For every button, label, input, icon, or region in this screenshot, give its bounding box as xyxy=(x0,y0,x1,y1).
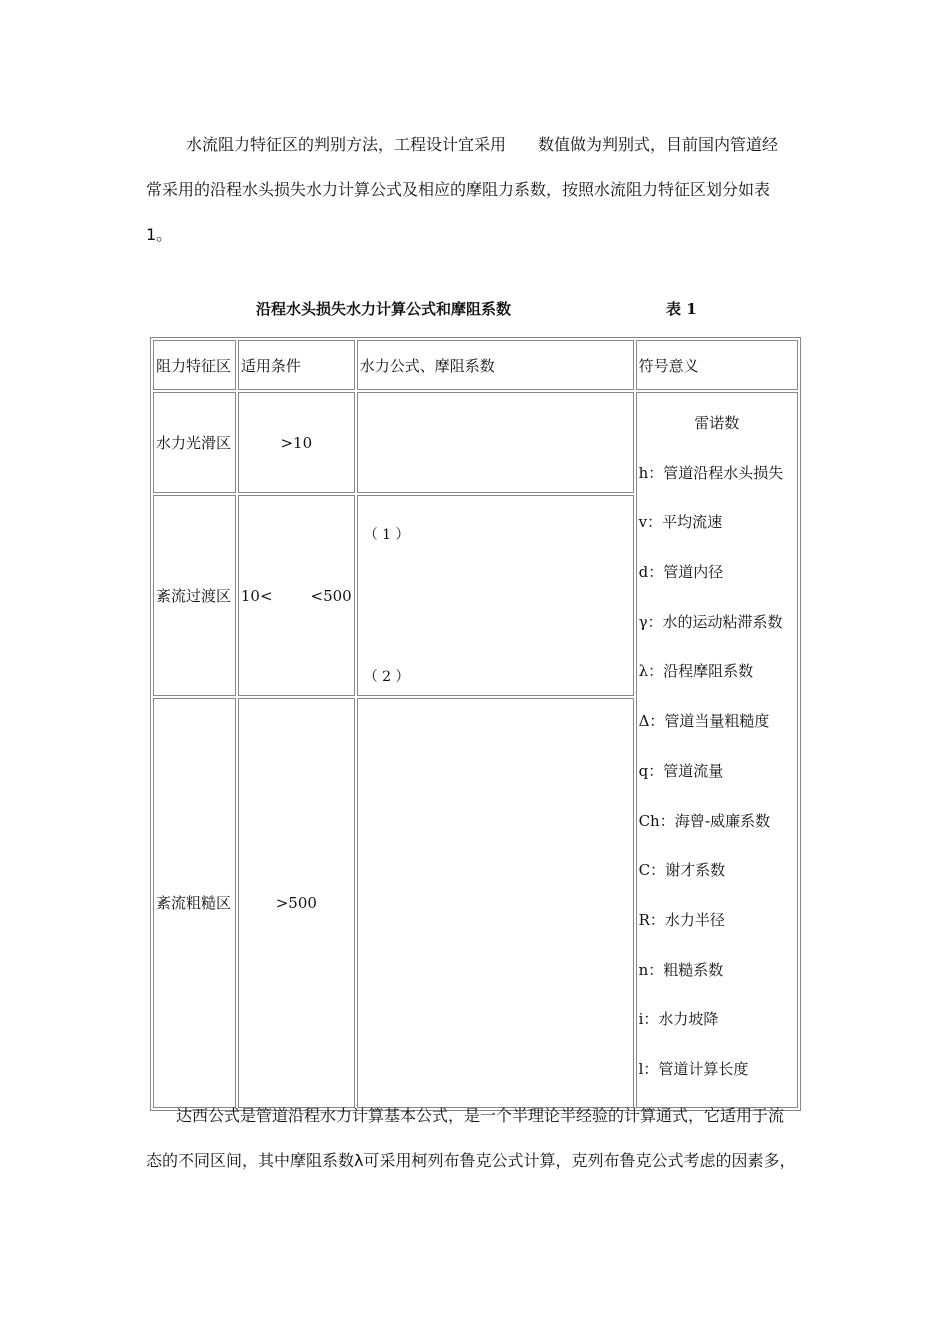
outro-line-1: 达西公式是管道沿程水力计算基本公式，是一个半理论半经验的计算通式，它适用于流 xyxy=(176,1106,785,1125)
symbol-description: 雷诺数 xyxy=(694,414,740,432)
symbol-description: ：粗糙系数 xyxy=(648,960,724,979)
intro-paragraph xyxy=(146,122,810,257)
symbol-variable: q xyxy=(638,761,649,780)
symbol-description: ：管道流量 xyxy=(648,761,724,780)
condition-upper: <500 xyxy=(310,586,352,605)
symbol-variable: λ xyxy=(638,662,649,681)
symbol-item xyxy=(639,809,795,859)
table-header-row xyxy=(153,340,798,390)
symbol-description: ：水力坡降 xyxy=(643,1010,719,1029)
symbol-variable: d xyxy=(638,563,649,582)
symbol-item xyxy=(639,958,795,1008)
symbol-item xyxy=(639,411,795,461)
symbol-description: ：管道当量粗糙度 xyxy=(649,712,770,731)
header-formula: 水力公式、摩阻系数 xyxy=(357,340,634,390)
symbol-variable: Δ xyxy=(638,712,650,731)
header-symbols: 符号意义 xyxy=(636,340,798,390)
symbol-item xyxy=(639,709,795,759)
symbol-item xyxy=(639,908,795,958)
symbol-item xyxy=(639,1007,795,1057)
intro-line-3: 1。 xyxy=(146,225,173,244)
symbol-description: ：水力半径 xyxy=(649,910,725,929)
symbol-item xyxy=(639,461,795,511)
symbol-variable: γ xyxy=(638,612,648,631)
symbol-item xyxy=(639,659,795,709)
symbol-item xyxy=(639,560,795,610)
symbol-variable: Ch xyxy=(638,811,660,830)
symbol-variable: l xyxy=(638,1059,644,1078)
formula-table xyxy=(150,337,801,1111)
symbol-variable: i xyxy=(638,1010,644,1029)
formula-cell xyxy=(357,392,634,493)
symbol-item xyxy=(639,858,795,908)
symbol-variable: h xyxy=(638,463,649,482)
header-zone: 阻力特征区 xyxy=(153,340,236,390)
symbol-description: ：管道内径 xyxy=(648,563,724,582)
symbol-item xyxy=(639,510,795,560)
header-condition: 适用条件 xyxy=(238,340,355,390)
symbol-description: ：沿程摩阻系数 xyxy=(648,662,754,681)
symbol-variable: v xyxy=(638,513,648,532)
symbol-item xyxy=(639,610,795,660)
symbol-description: ：水的运动粘滞系数 xyxy=(647,612,783,631)
symbol-list xyxy=(639,411,795,1107)
table-number: 表 1 xyxy=(666,300,697,318)
condition-lower: 10< xyxy=(240,586,273,605)
intro-line-2: 常采用的沿程水头损失水力计算公式及相应的摩阻力系数，按照水流阻力特征区划分如表 xyxy=(146,180,771,199)
condition-cell: >10 xyxy=(238,392,355,493)
outro-paragraph xyxy=(146,1093,810,1183)
table-row xyxy=(153,392,798,493)
symbol-variable: R xyxy=(638,910,650,929)
zone-cell: 紊流过渡区 xyxy=(153,495,236,696)
intro-line-1: 水流阻力特征区的判别方法，工程设计宜采用 数值做为判别式，目前国内管道经 xyxy=(186,135,779,154)
symbol-description: ：海曾-威廉系数 xyxy=(659,811,771,830)
symbols-cell xyxy=(636,392,798,1108)
formula-cell xyxy=(357,495,634,696)
formula-number-2: （ 2 ） xyxy=(363,669,410,685)
symbol-item xyxy=(639,759,795,809)
symbol-description: ：管道计算长度 xyxy=(643,1059,749,1078)
condition-cell: >500 xyxy=(238,698,355,1108)
symbol-variable: C xyxy=(638,861,651,880)
symbol-variable: n xyxy=(638,960,649,979)
symbol-description: ：谢才系数 xyxy=(650,861,726,880)
table-caption: 沿程水头损失水力计算公式和摩阻系数 xyxy=(256,300,512,318)
symbol-description: ：管道沿程水头损失 xyxy=(648,463,784,482)
formula-cell xyxy=(357,698,634,1108)
symbol-description: ：平均流速 xyxy=(647,513,723,532)
zone-cell: 水力光滑区 xyxy=(153,392,236,493)
zone-cell: 紊流粗糙区 xyxy=(153,698,236,1108)
formula-number-1: （ 1 ） xyxy=(363,527,410,543)
outro-line-2: 态的不同区间，其中摩阻系数λ可采用柯列布鲁克公式计算，克列布鲁克公式考虑的因素多， xyxy=(146,1151,796,1170)
condition-cell xyxy=(238,495,355,696)
